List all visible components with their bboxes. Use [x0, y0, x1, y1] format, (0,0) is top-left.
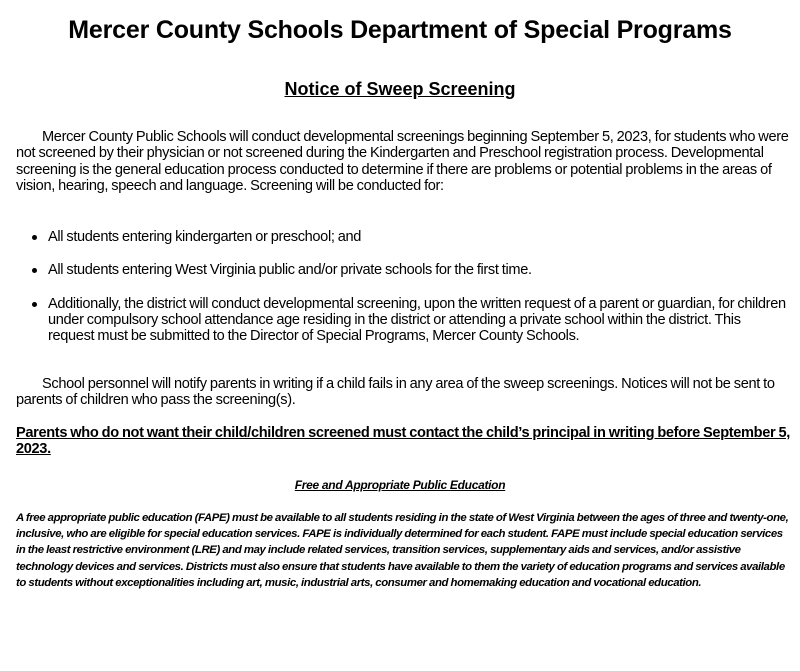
notification-paragraph: School personnel will notify parents in writing if a child fails in any area of the sweep screenings. Notices will not be sent to parents of children who pass the screening(s). [16, 376, 775, 409]
subtitle-text: Notice of Sweep Screening [284, 79, 516, 99]
document-subtitle [0, 77, 800, 101]
bullet-icon [32, 235, 37, 240]
bullet-icon [32, 268, 37, 273]
document-title: Mercer County Schools Department of Special Programs [68, 16, 732, 44]
list-item-text: All students entering kindergarten or preschool; and [48, 229, 362, 245]
list-item [32, 262, 790, 278]
opt-out-notice: Parents who do not want their child/children screened must contact the child’s principal in writing before September 5, 2023. [16, 425, 790, 458]
list-item-text: All students entering West Virginia public and/or private schools for the first time. [48, 262, 532, 279]
list-item-text: Additionally, the district will conduct developmental screening, upon the written request of a parent or guardian, for children under compulsory school attendance age residing in the district or attending a private school within the district. This request must be submitted to the Director of Special Programs, Mercer County Schools. [48, 295, 786, 345]
screening-criteria-list [32, 229, 790, 361]
bullet-icon [32, 302, 37, 307]
intro-paragraph: Mercer County Public Schools will conduct developmental screenings beginning September 5, 2023, for students who were not screened by their physician or not screened during the Kindergarten and Preschool registration process. Developmental screening is the general education process conducted to determine if there are problems or potential problems in the areas of vision, hearing, speech and language. Screening will be conducted for: [16, 129, 789, 194]
list-item [32, 229, 790, 245]
fape-paragraph: A free appropriate public education (FAPE) must be available to all students residing in the state of West Virginia between the ages of three and twenty-one, inclusive, who are eligible for special education services. FAPE is individually determined for each student. FAPE must include special education services in the least restrictive environment (LRE) and may include related services, transition services, supplementary aids and services, and/or assistive technology devices and services. Districts must also ensure that students have available to them the variety of education programs and services available to students without exceptionalities including art, music, industrial arts, consumer and homemaking education and vocational education. [16, 512, 789, 589]
fape-heading: Free and Appropriate Public Education [294, 478, 506, 492]
list-item [32, 296, 790, 345]
